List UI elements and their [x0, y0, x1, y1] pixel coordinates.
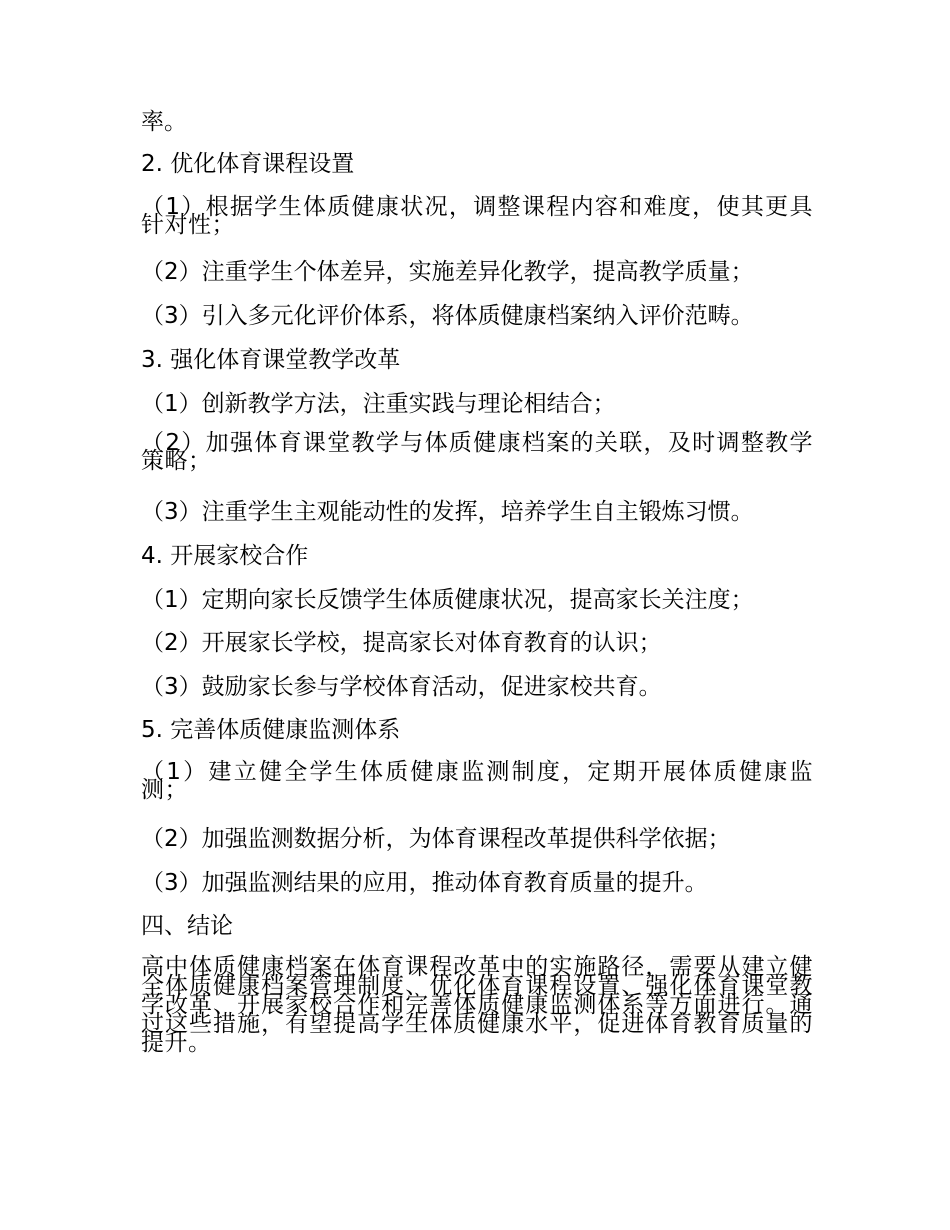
list-item-5-2: （2）加强监测数据分析，为体育课程改革提供科学依据；	[141, 826, 731, 852]
list-item-4-3: （3）鼓励家长参与学校体育活动，促进家校共育。	[141, 674, 662, 700]
list-item-3-2: （2）加强体育课堂教学与体质健康档案的关联，及时调整教学策略；	[141, 430, 813, 474]
section-heading-3: 3. 强化体育课堂教学改革	[141, 347, 401, 373]
list-item-4-2: （2）开展家长学校，提高家长对体育教育的认识；	[141, 630, 662, 656]
section-heading-2: 2. 优化体育课程设置	[141, 151, 355, 177]
list-item-5-1: （1）建立健全学生体质健康监测制度，定期开展体质健康监测；	[141, 759, 813, 803]
list-item-3-3: （3）注重学生主观能动性的发挥，培养学生自主锻炼习惯。	[141, 499, 754, 525]
paragraph-continuation: 率。	[141, 109, 187, 135]
section-heading-4: 4. 开展家校合作	[141, 543, 309, 569]
list-item-2-1: （1）根据学生体质健康状况，调整课程内容和难度，使其更具针对性；	[141, 194, 813, 238]
list-item-2-2: （2）注重学生个体差异，实施差异化教学，提高教学质量；	[141, 259, 754, 285]
list-item-3-1: （1）创新教学方法，注重实践与理论相结合；	[141, 391, 616, 417]
list-item-2-3: （3）引入多元化评价体系，将体质健康档案纳入评价范畴。	[141, 303, 754, 329]
section-heading-conclusion: 四、结论	[141, 913, 233, 939]
conclusion-paragraph: 高中体质健康档案在体育课程改革中的实施路径，需要从建立健全体质健康档案管理制度、优化体育课程设置、强化体育课堂教学改革、开展家校合作和完善体质健康监测体系等方面进行。通过这些措施，有望提高学生体质健康水平，促进体育教育质量的提升。	[141, 954, 813, 1056]
section-heading-5: 5. 完善体质健康监测体系	[141, 717, 401, 743]
list-item-4-1: （1）定期向家长反馈学生体质健康状况，提高家长关注度；	[141, 587, 754, 613]
list-item-5-3: （3）加强监测结果的应用，推动体育教育质量的提升。	[141, 870, 708, 896]
